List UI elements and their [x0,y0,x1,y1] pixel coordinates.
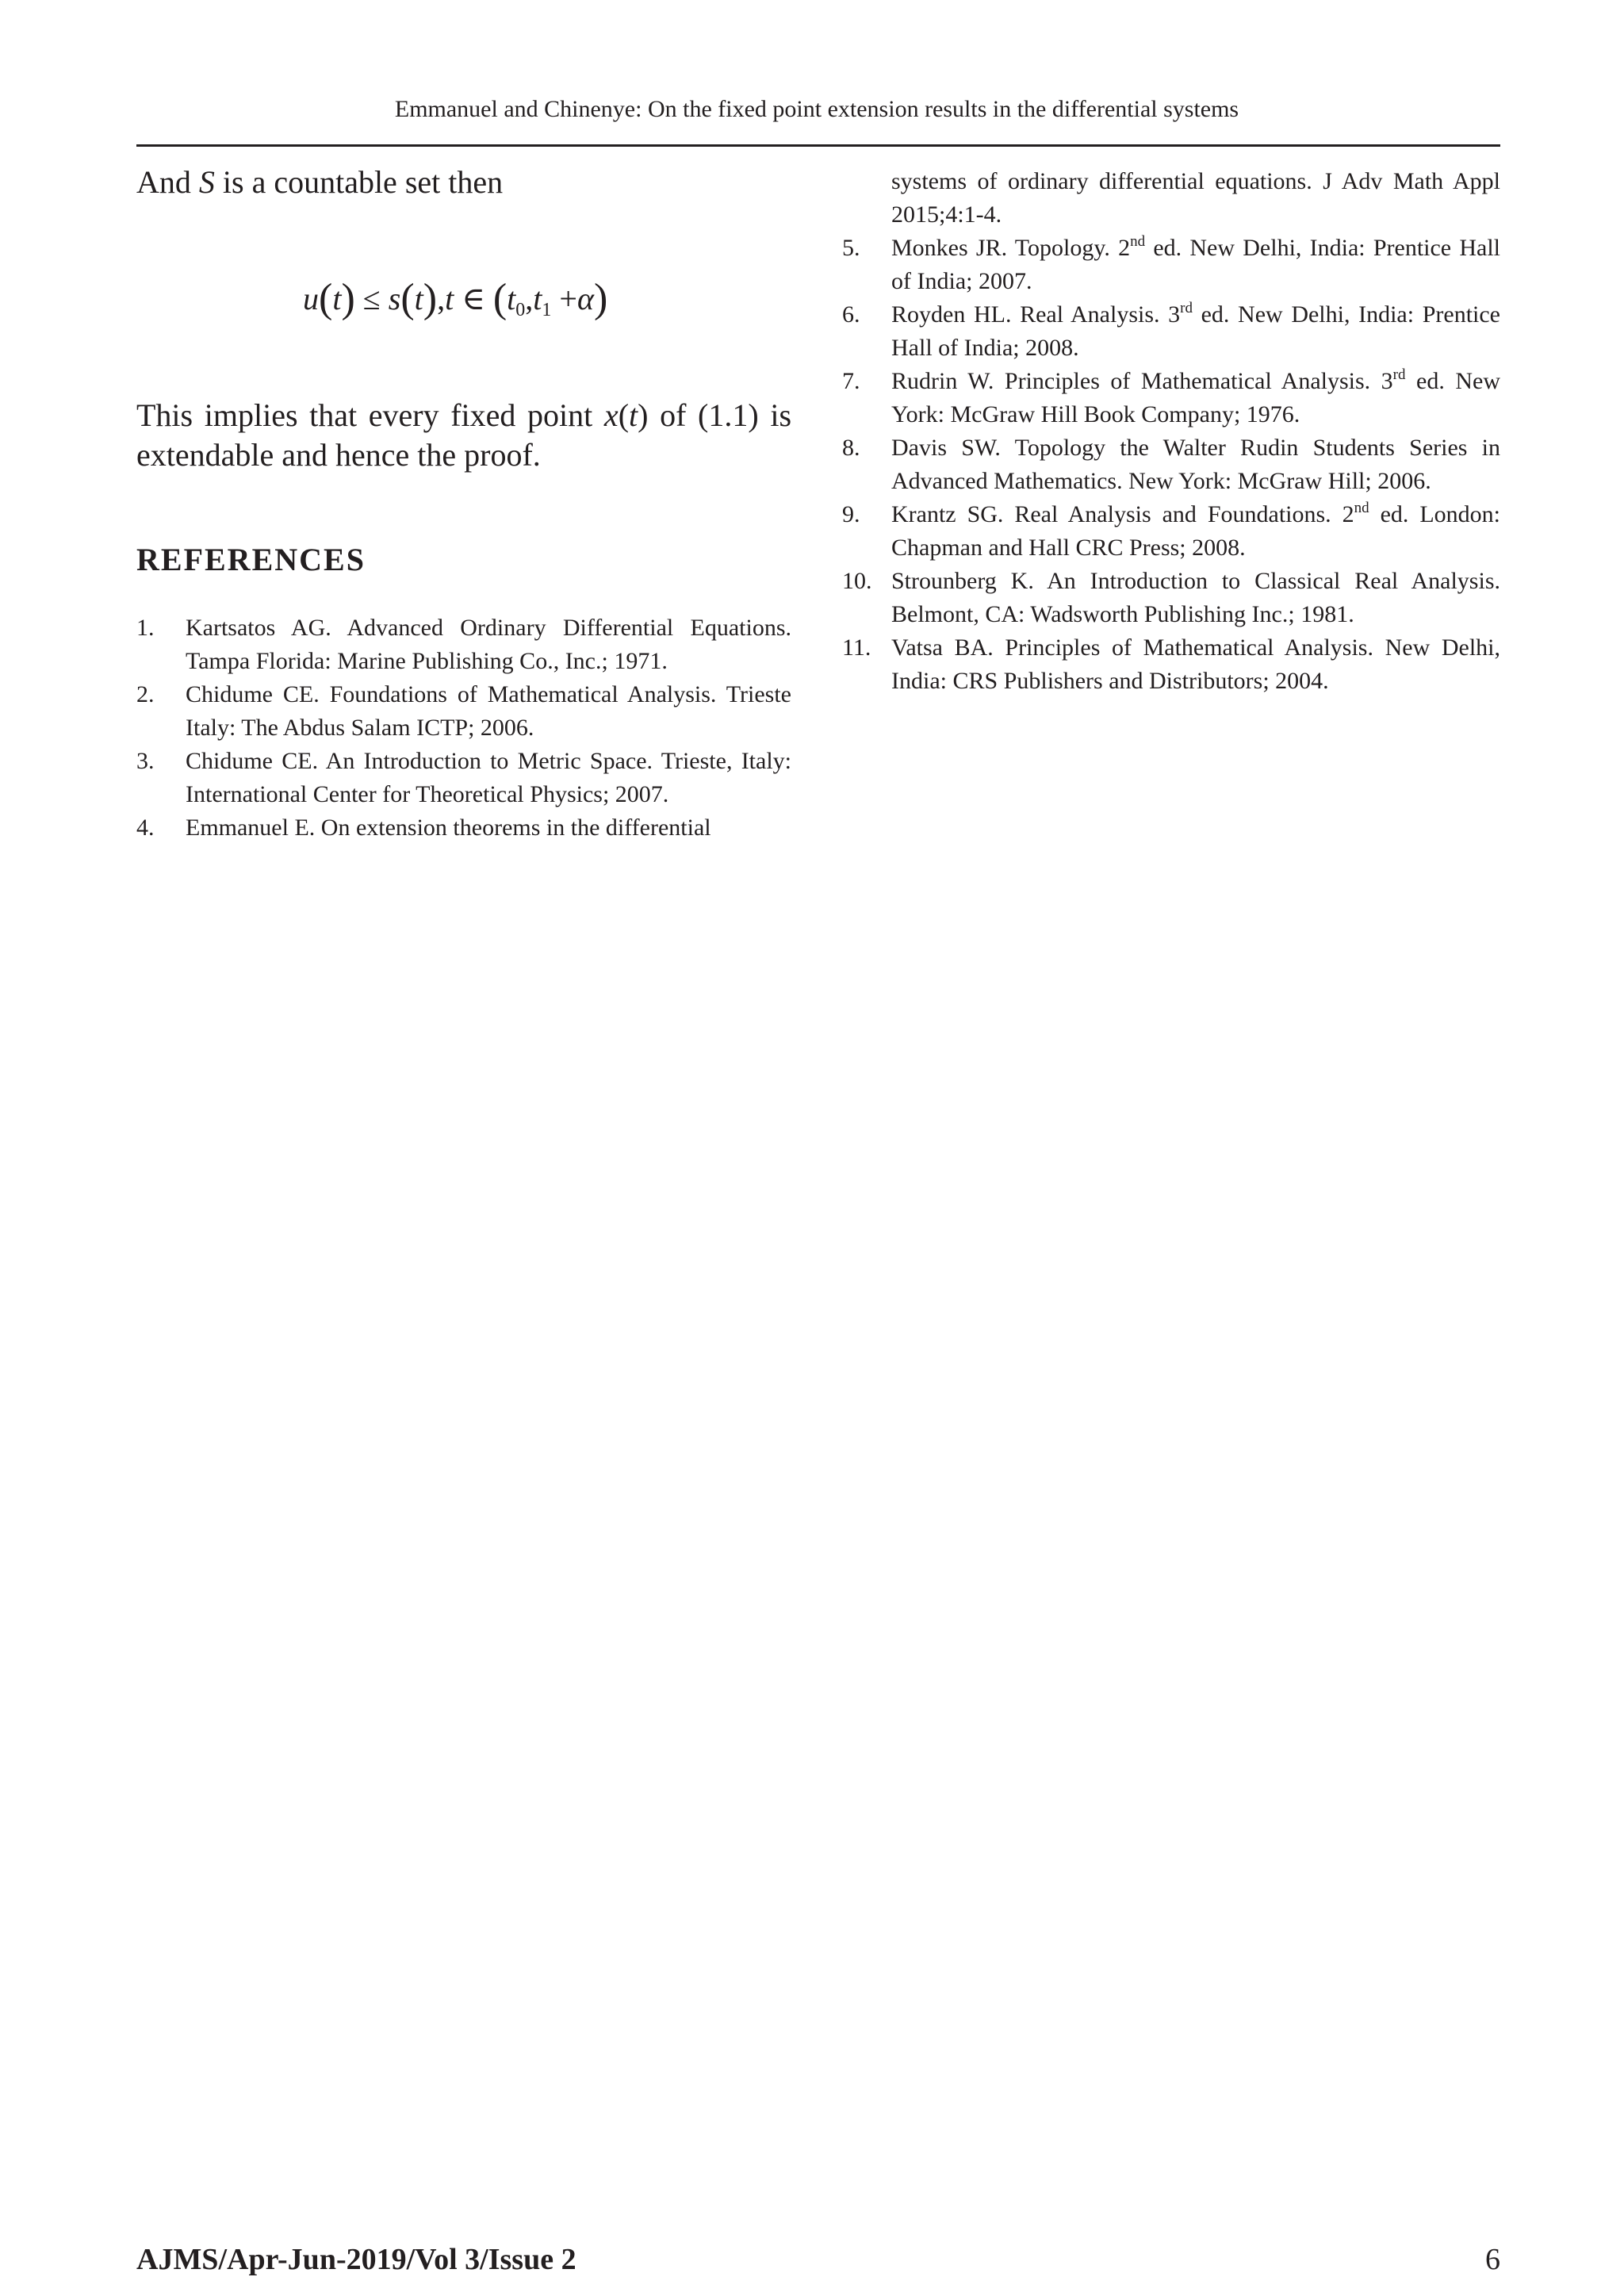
reference-continuation: systems of ordinary differential equations. J Adv Math Appl 2015;4:1-4. [891,168,1500,228]
reference-text: Chidume CE. An Introduction to Metric Space. Trieste, Italy: International Center for Theoretical Physics; 2007. [186,748,791,807]
reference-item [136,611,791,678]
reference-number: 6. [842,301,860,328]
inequality-equation: u(t) ≤ s(t),t ∈ $(t_0,t_1 +\alpha)$ [303,276,608,321]
footer-journal-info: AJMS/Apr-Jun-2019/Vol 3/Issue 2 [136,2243,576,2276]
intro-paragraph [136,163,791,202]
conclusion-text-end: of (1.1) is extendable and hence the proof. [136,397,792,473]
reference-text: Strounberg K. An Introduction to Classical Real Analysis. Belmont, CA: Wadsworth Publishing Inc.; 1981. [891,568,1500,627]
reference-item [842,565,1500,631]
reference-item [842,365,1500,431]
running-head: Emmanuel and Chinenye: On the fixed point extension results in the differential systems [394,96,1239,122]
intro-text-end: is a countable set then [214,164,504,200]
reference-item [842,498,1500,565]
reference-text: Krantz SG. Real Analysis and Foundations. 2nd ed. London: Chapman and Hall CRC Press; 2008. [891,500,1500,561]
reference-number: 1. [136,615,155,641]
reference-text: Vatsa BA. Principles of Mathematical Analysis. New Delhi, India: CRS Publishers and Distributors; 2004. [891,634,1500,694]
reference-text: Kartsatos AG. Advanced Ordinary Differential Equations. Tampa Florida: Marine Publishing Co., Inc.; 1971. [186,615,791,674]
page-number: 6 [1485,2243,1500,2276]
reference-list-right [842,232,1500,698]
reference-number: 2. [136,681,155,707]
reference-item [136,745,791,811]
right-column [842,165,1500,698]
reference-text: Emmanuel E. On extension theorems in the differential [186,815,711,841]
set-variable-s: S [198,164,215,200]
conclusion-paragraph: This implies that every fixed point x(t) of (1.1) is extendable and hence the proof. [136,397,792,473]
reference-number: 11. [842,634,871,661]
reference-item [842,431,1500,498]
conclusion-text-start: This implies that every fixed point [136,397,604,433]
function-variable-x: x [603,397,619,433]
reference-text: Davis SW. Topology the Walter Rudin Students Series in Advanced Mathematics. New York: McGraw Hill; 2006. [891,435,1500,494]
reference-text: Monkes JR. Topology. 2nd ed. New Delhi, India: Prentice Hall of India; 2007. [891,233,1500,294]
reference-text: Rudrin W. Principles of Mathematical Analysis. 3rd ed. New York: McGraw Hill Book Company; 1976. [891,366,1500,427]
reference-number: 4. [136,815,155,841]
reference-number: 5. [842,235,860,261]
reference-list-left [136,611,791,845]
reference-item [136,678,791,745]
reference-number: 8. [842,435,860,461]
reference-text: Royden HL. Real Analysis. 3rd ed. New Delhi, India: Prentice Hall of India; 2008. [891,300,1500,361]
reference-number: 10. [842,568,872,594]
references-heading: REFERENCES [136,542,366,577]
reference-number: 3. [136,748,155,774]
reference-item [842,631,1500,698]
reference-item [136,811,791,845]
function-variable-t: t [629,397,638,433]
reference-item [842,298,1500,365]
reference-item [842,232,1500,298]
header-divider [136,144,1500,147]
intro-text-start: And [136,164,199,200]
reference-number: 7. [842,368,860,394]
reference-text: Chidume CE. Foundations of Mathematical Analysis. Trieste Italy: The Abdus Salam ICTP; 2006. [186,681,791,741]
left-column [136,163,791,845]
reference-number: 9. [842,501,860,527]
